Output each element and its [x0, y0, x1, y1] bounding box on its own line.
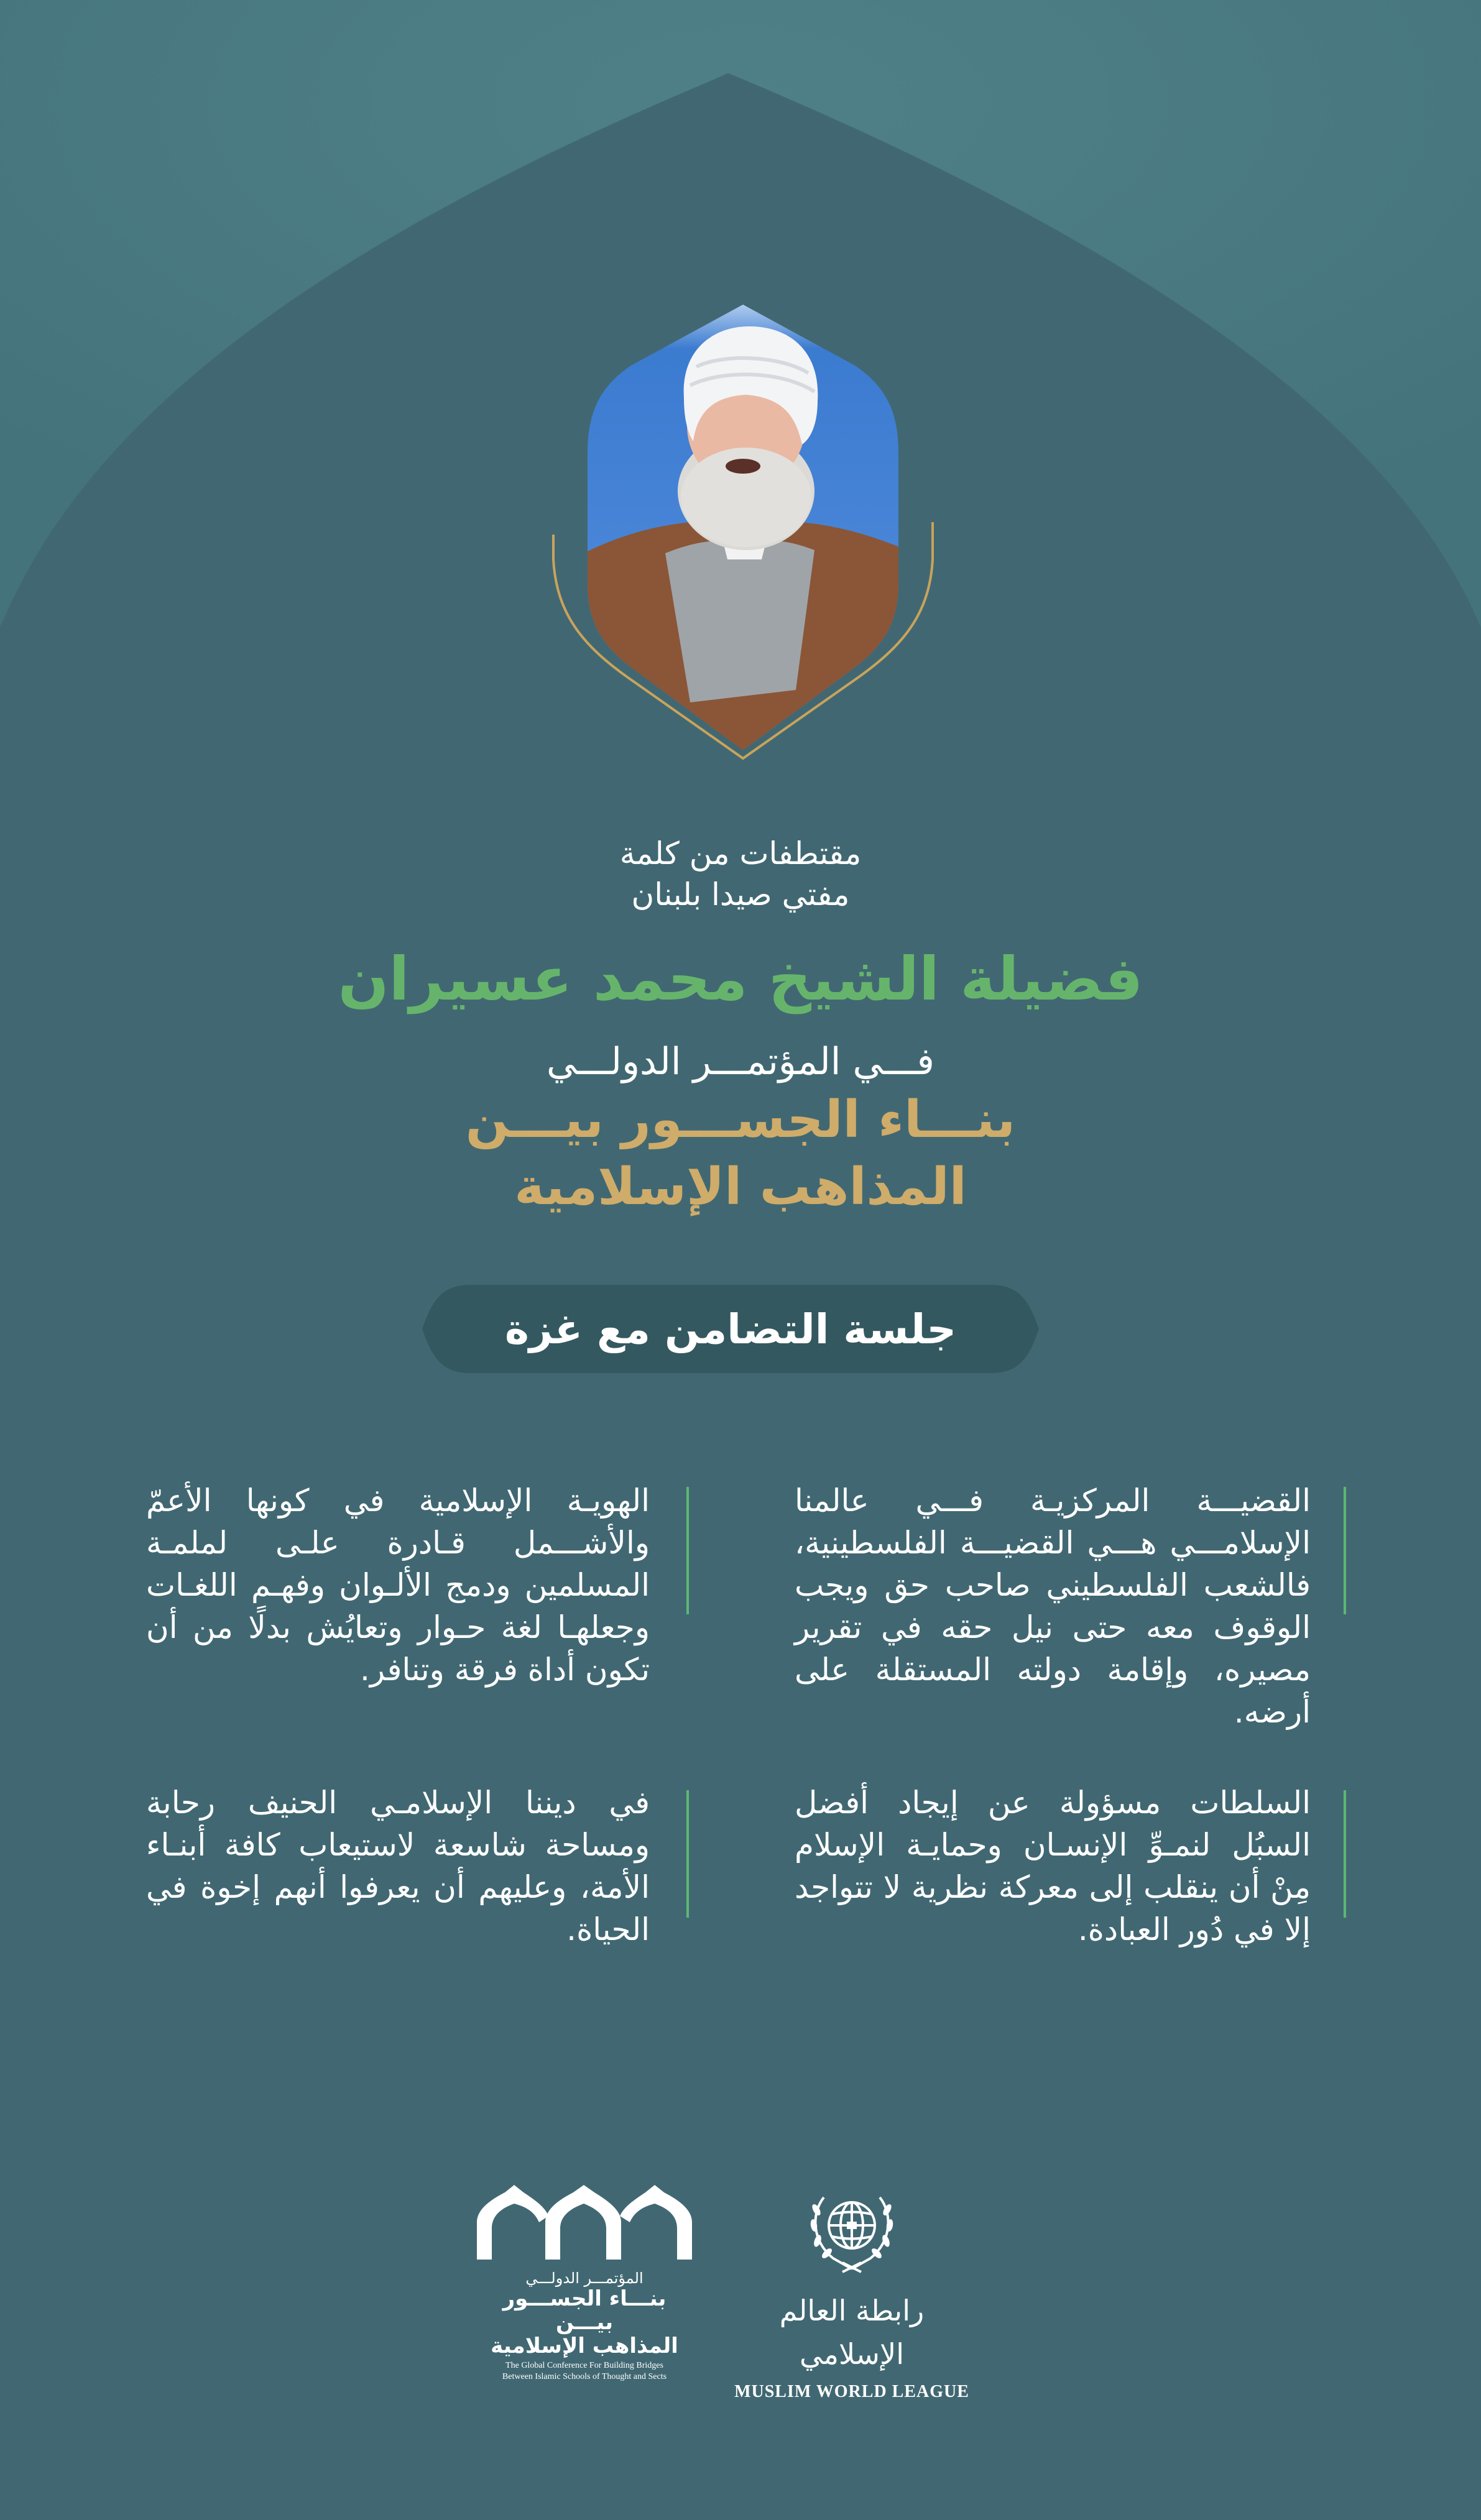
conference-title	[305, 1087, 1176, 1221]
conference-title-line-2: المذاهب الإسلامية	[514, 1157, 967, 1216]
mwl-logo-en-name: MUSLIM WORLD LEAGUE	[734, 2382, 969, 2401]
speaker-portrait	[535, 292, 951, 765]
conference-logo-en-line-2: Between Islamic Schools of Thought and Sects	[502, 2372, 667, 2381]
conference-prefix: فـــي المؤتمـــر الدولـــي	[547, 1040, 934, 1083]
conference-title-line-1: بنـــاء الجســـور بيـــن	[465, 1090, 1016, 1149]
conference-logo-ar-line-2: بنـــاء الجســـور بيـــن	[502, 2286, 667, 2335]
intro-line-2: مفتي صيدا بلبنان	[631, 876, 850, 913]
mwl-logo	[727, 2185, 976, 2404]
quote-top-left: الهويـة الإسلامية في كونها الأعمّ والأشـــمل قـادرة علـى لملمـة المسلمين ودمج الألـوان وفهـم اللغـات وجعلهـا لغة حـوار وتعايُش بدلًا من أن تكون أداة فرقة وتنافر.	[146, 1483, 650, 1688]
quote-bottom-right: السلطات مسؤولة عن إيجاد أفضل السبُل لنمـوِّ الإنسـان وحمايـة الإسلام مِنْ أن ينقلب إلى معركة نظرية لا تتواجد إلا في دُور العبادة.	[795, 1785, 1311, 1947]
conference-logo	[473, 2179, 696, 2383]
session-label: جلسة التضامن مع غزة	[504, 1305, 957, 1353]
intro-line-1: مقتطفات من كلمة	[619, 835, 862, 871]
mwl-logo-ar-name: رابطة العالم الإسلامي	[779, 2294, 925, 2371]
conference-logo-en-line-1: The Global Conference For Building Bridges	[505, 2361, 663, 2370]
quote-divider	[686, 1487, 689, 1614]
conference-logo-ar-line-3: المذاهب الإسلامية	[491, 2334, 678, 2358]
three-arches-icon	[477, 2179, 692, 2260]
quote-divider	[686, 1790, 689, 1918]
intro-text	[430, 833, 1051, 915]
quote-bottom-left: في ديننا الإسلامـي الحنيف رحابة ومساحة شاسعة لاستيعاب كافة أبنـاء الأمة، وعليهم أن يعرفوا أنهم إخوة في الحياة.	[146, 1785, 650, 1947]
quote-divider	[1344, 1487, 1346, 1614]
speaker-name: فضيلة الشيخ محمد عسيران	[338, 944, 1143, 1014]
quote-top-right: القضيـــة المركزيـة فـــي عالمنا الإسلامـــي هـــي القضيـــة الفلسطينية، فالشعب الفلسطيني صاحب حق ويجب الوقوف معه حتى نيل حقه في تقرير مصيره، وإقامة دولته المستقلة على أرضه.	[795, 1483, 1311, 1730]
globe-wreath-icon	[805, 2185, 898, 2275]
conference-logo-ar-line-1: المؤتمـــر الدولـــي	[525, 2269, 644, 2287]
quote-divider	[1344, 1790, 1346, 1918]
